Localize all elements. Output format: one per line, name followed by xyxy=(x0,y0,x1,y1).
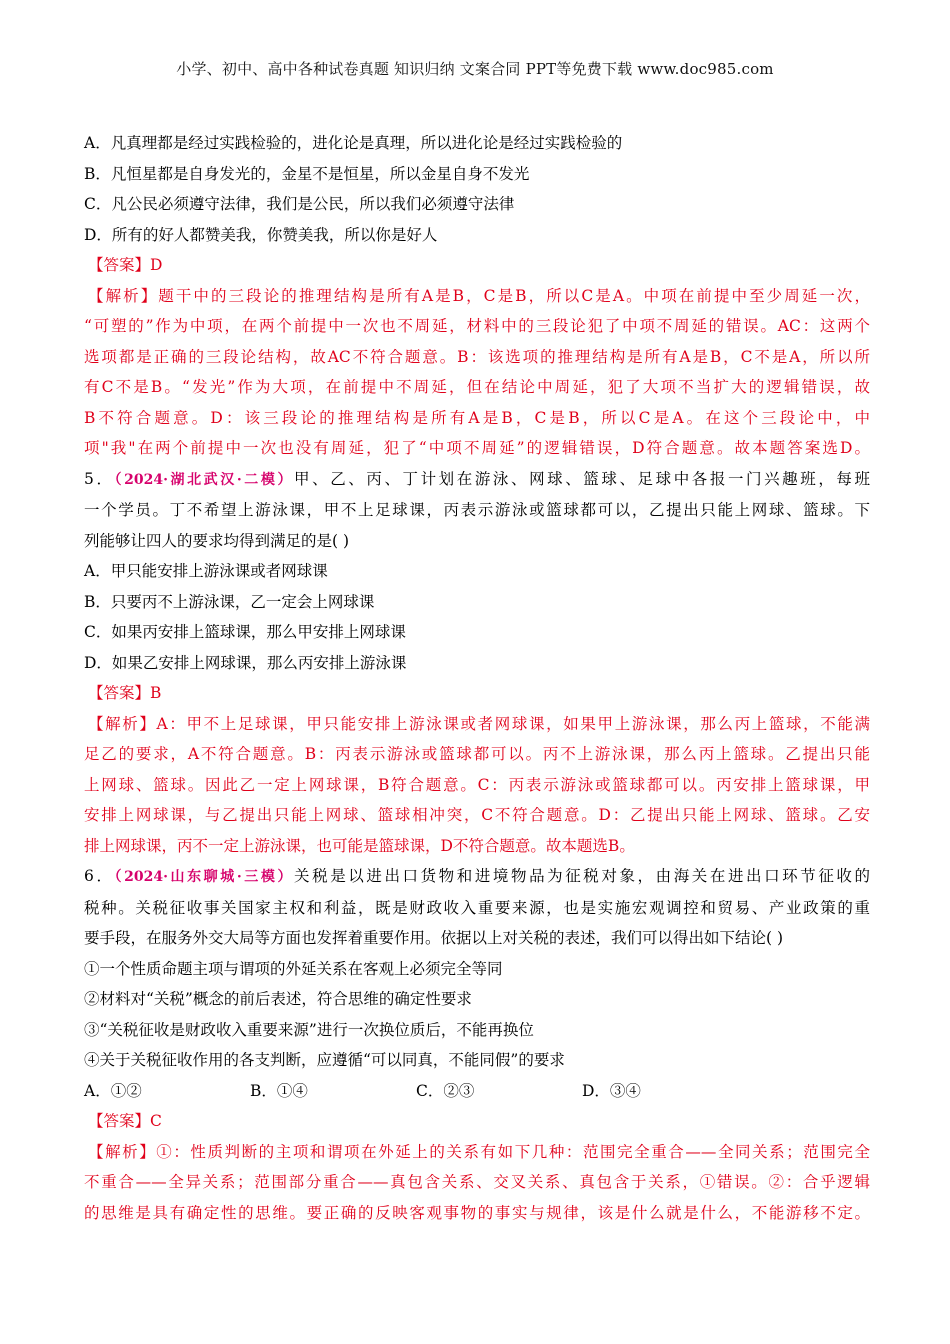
q4-analysis-line: 【解析】题干中的三段论的推理结构是所有A是B，C是B，所以C是A。中项在前提中至少周延一次， xyxy=(88,286,870,305)
q6-statement-2: ②材料对“关税”概念的前后表述，符合思维的确定性要求 xyxy=(84,990,472,1008)
q6-stem-first-line xyxy=(84,861,870,893)
q6-option-c: C．②③ xyxy=(416,1081,475,1100)
q4-option-b: B．凡恒星都是自身发光的，金星不是恒星，所以金星自身不发光 xyxy=(84,164,530,183)
q5-option-d: D．如果乙安排上网球课，那么丙安排上游泳课 xyxy=(84,653,407,672)
q6-analysis-line: 【解析】①：性质判断的主项和谓项在外延上的关系有如下几种：范围完全重合——全同关系；范围完全 xyxy=(88,1142,870,1161)
q4-analysis-line: 项"我"在两个前提中一次也没有周延，犯了“中项不周延”的逻辑错误，D符合题意。故本题答案选D。 xyxy=(84,439,870,457)
q5-option-b: B．只要丙不上游泳课，乙一定会上网球课 xyxy=(84,592,375,611)
q5-stem-line: 一个学员。丁不希望上游泳课，甲不上足球课，丙表示游泳或篮球都可以，乙提出只能上网球、篮球。下 xyxy=(84,501,870,519)
q5-answer: 【答案】B xyxy=(88,684,162,702)
q4-option-c: C．凡公民必须遵守法律，我们是公民，所以我们必须遵守法律 xyxy=(84,195,515,213)
q5-analysis-line: 排上网球课，丙不一定上游泳课，也可能是篮球课，D不符合题意。故本题选B。 xyxy=(84,836,635,855)
q6-statement-3: ③“关税征收是财政收入重要来源”进行一次换位质后，不能再换位 xyxy=(84,1020,534,1039)
q5-option-c: C．如果丙安排上篮球课，那么甲安排上网球课 xyxy=(84,623,406,641)
q6-number: 6． xyxy=(84,867,115,885)
q6-analysis-line: 的思维是具有确定性的思维。要正确的反映客观事物的事实与规律，该是什么就是什么，不能游移不定。 xyxy=(84,1203,870,1222)
q4-answer: 【答案】D xyxy=(88,256,163,274)
page-header: 小学、初中、高中各种试卷真题 知识归纳 文案合同 PPT等免费下载 www.doc985.com xyxy=(176,60,774,78)
q6-statement-1: ①一个性质命题主项与谓项的外延关系在客观上必须完全等同 xyxy=(84,959,503,978)
q5-stem-line: 列能够让四人的要求均得到满足的是( ) xyxy=(84,531,350,550)
q6-stem-line: 税种。关税征收事关国家主权和利益，既是财政收入重要来源，也是实施宏观调控和贸易、产业政策的重 xyxy=(84,898,870,917)
q6-option-d: D．③④ xyxy=(582,1081,641,1100)
q4-option-a: A．凡真理都是经过实践检验的，进化论是真理，所以进化论是经过实践检验的 xyxy=(84,134,623,152)
q4-analysis-line: 选项都是正确的三段论结构，故AC不符合题意。B：该选项的推理结构是所有A是B，C不是A，所以所 xyxy=(84,347,870,366)
q6-answer: 【答案】C xyxy=(88,1112,162,1130)
q5-stem-first-line xyxy=(84,464,870,496)
q6-statement-4: ④关于关税征收作用的各支判断，应遵循“可以同真，不能同假”的要求 xyxy=(84,1051,565,1069)
q4-analysis-line: “可塑的”作为中项，在两个前提中一次也不周延，材料中的三段论犯了中项不周延的错误。AC：这两个 xyxy=(84,317,870,335)
q6-stem-line: 要手段，在服务外交大局等方面也发挥着重要作用。依据以上对关税的表述，我们可以得出如下结论( ) xyxy=(84,929,784,947)
q5-analysis-line: 安排上网球课，与乙提出只能上网球、篮球相冲突，C不符合题意。D：乙提出只能上网球、篮球。乙安 xyxy=(84,806,870,824)
q5-source: （2024·湖北武汉·二模） xyxy=(114,471,295,488)
q6-source: （2024·山东聊城·三模） xyxy=(114,869,295,885)
question-content xyxy=(84,128,870,1228)
q4-analysis-line: B不符合题意。D：该三段论的推理结构是所有A是B，C是B，所以C是A。在这个三段论中，中 xyxy=(84,408,870,427)
q6-options xyxy=(84,1076,870,1107)
q6-option-b: B．①④ xyxy=(250,1081,308,1100)
q6-stem-line: 关税是以进出口货物和进境物品为征税对象，由海关在进出口环节征收的 xyxy=(294,867,870,885)
q6-option-a: A．①② xyxy=(84,1081,142,1100)
q5-option-a: A．甲只能安排上游泳课或者网球课 xyxy=(84,562,328,580)
q5-analysis-line: 【解析】A：甲不上足球课，甲只能安排上游泳课或者网球课，如果甲上游泳课，那么丙上篮球，不能满 xyxy=(88,714,870,733)
q5-number: 5． xyxy=(84,469,115,488)
q5-analysis-line: 足乙的要求，A不符合题意。B：丙表示游泳或篮球都可以。丙不上游泳课，那么丙上篮球。乙提出只能 xyxy=(84,745,870,763)
q4-analysis-line: 有C不是B。“发光”作为大项，在前提中不周延，但在结论中周延，犯了大项不当扩大的逻辑错误，故 xyxy=(84,378,870,396)
q5-stem-line: 甲、乙、丙、丁计划在游泳、网球、篮球、足球中各报一门兴趣班，每班 xyxy=(294,469,870,488)
q4-option-d: D．所有的好人都赞美我，你赞美我，所以你是好人 xyxy=(84,225,438,244)
q5-analysis-line: 上网球、篮球。因此乙一定上网球课，B符合题意。C：丙表示游泳或篮球都可以。丙安排上篮球课，甲 xyxy=(84,775,870,794)
q6-analysis-line: 不重合——全异关系；范围部分重合——真包含关系、交叉关系、真包含于关系，①错误。②：合乎逻辑 xyxy=(84,1173,870,1191)
